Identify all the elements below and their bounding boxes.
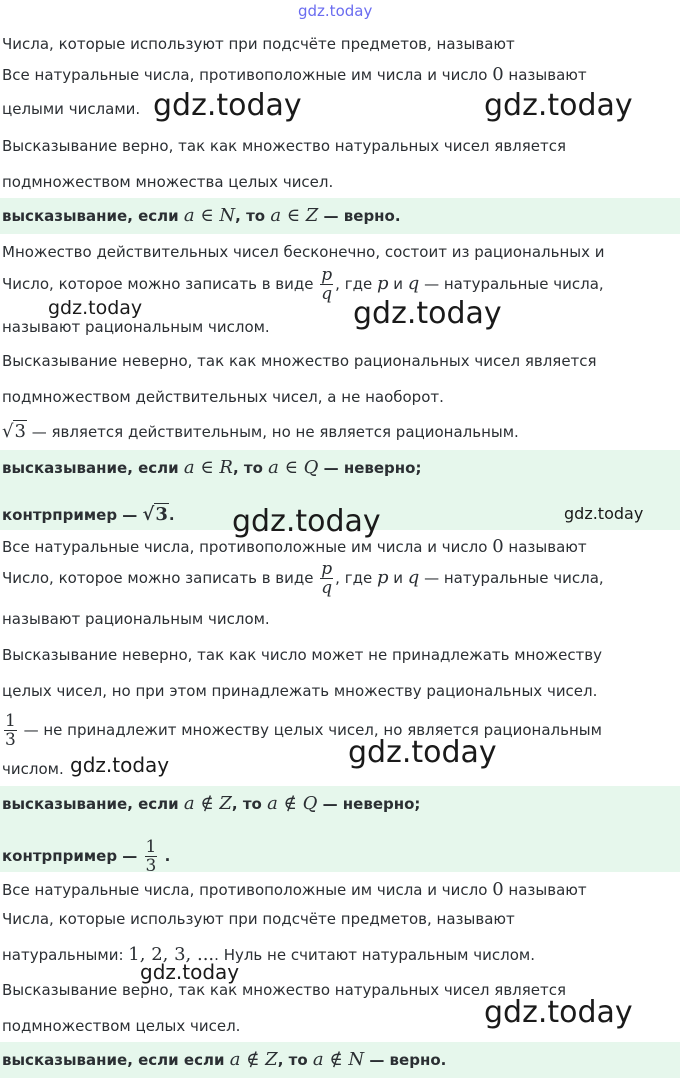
text-line: Все натуральные числа, противоположные им числа и число 0 называют — [2, 536, 587, 557]
watermark: gdz.today — [353, 296, 502, 331]
watermark: gdz.today — [70, 753, 170, 777]
text-line: Высказывание верно, так как множество натуральных чисел является — [2, 981, 567, 999]
text-line: называют рациональным числом. — [2, 610, 270, 628]
text-line: Множество действительных чисел бесконечно, состоит из рациональных и — [2, 243, 605, 261]
watermark: gdz.today — [140, 960, 240, 984]
sqrt-expression: √3 — [142, 504, 168, 525]
text-line: Числа, которые используют при подсчёте предметов, называют — [2, 35, 515, 53]
fraction: $\frac{1}{3}$ — [5, 711, 16, 750]
counterexample-line: контрпример — √3. — [2, 504, 175, 525]
statement-line: высказывание, если a ∈ N, то a ∈ Z — верно. — [2, 205, 401, 226]
watermark: gdz.today — [484, 88, 633, 123]
watermark: gdz.today — [564, 504, 644, 523]
text-line: Число, которое можно записать в виде $\frac{p}{q}$ , где p и q — натуральные числа, — [2, 559, 604, 598]
text-line: подмножеством действительных чисел, а не наоборот. — [2, 388, 444, 406]
text-line: Высказывание неверно, так как число может не принадлежать множеству — [2, 646, 603, 664]
text-line: $\frac{1}{3}$ — не принадлежит множеству целых чисел, но является рациональным — [5, 711, 602, 750]
watermark: gdz.today — [484, 995, 633, 1030]
fraction: $\frac{1}{3}$ — [145, 837, 157, 876]
counterexample-line: контрпример — $\frac{1}{3}$ . — [2, 837, 171, 876]
statement-line: высказывание, если если a ∉ Z, то a ∉ N — верно. — [2, 1049, 447, 1070]
statement-line: высказывание, если a ∈ R, то a ∈ Q — неверно; — [2, 457, 422, 478]
text-line: подмножеством множества целых чисел. — [2, 173, 334, 191]
watermark: gdz.today — [232, 504, 381, 539]
fraction: $\frac{p}{q}$ — [321, 559, 333, 598]
text-line: целыми числами. — [2, 100, 141, 118]
text-line: Все натуральные числа, противоположные им числа и число 0 называют — [2, 879, 587, 900]
text-line: Числа, которые используют при подсчёте предметов, называют — [2, 910, 515, 928]
text-line: подмножеством целых чисел. — [2, 1017, 241, 1035]
text-line: числом. — [2, 760, 64, 778]
sqrt-expression: √3 — [2, 421, 26, 442]
text-line: Все натуральные числа, противоположные им числа и число 0 называют — [2, 64, 587, 85]
text-line: Число, которое можно записать в виде $\frac{p}{q}$ , где p и q — натуральные числа, — [2, 265, 604, 304]
watermark: gdz.today — [48, 297, 143, 319]
text-line: Высказывание неверно, так как множество рациональных чисел является — [2, 352, 597, 370]
watermark: gdz.today — [348, 735, 497, 770]
text-line: целых чисел, но при этом принадлежать множеству рациональных чисел. — [2, 682, 598, 700]
fraction: $\frac{p}{q}$ — [321, 265, 333, 304]
text-line: √3 — является действительным, но не является рациональным. — [2, 421, 519, 442]
text-line: Высказывание верно, так как множество натуральных чисел является — [2, 137, 567, 155]
text-line: называют рациональным числом. — [2, 318, 270, 336]
text-line: натуральными: 1, 2, 3, .... Нуль не считают натуральным числом. — [2, 944, 535, 965]
statement-line: высказывание, если a ∉ Z, то a ∉ Q — неверно; — [2, 793, 421, 814]
watermark: gdz.today — [298, 2, 373, 20]
watermark: gdz.today — [153, 88, 302, 123]
